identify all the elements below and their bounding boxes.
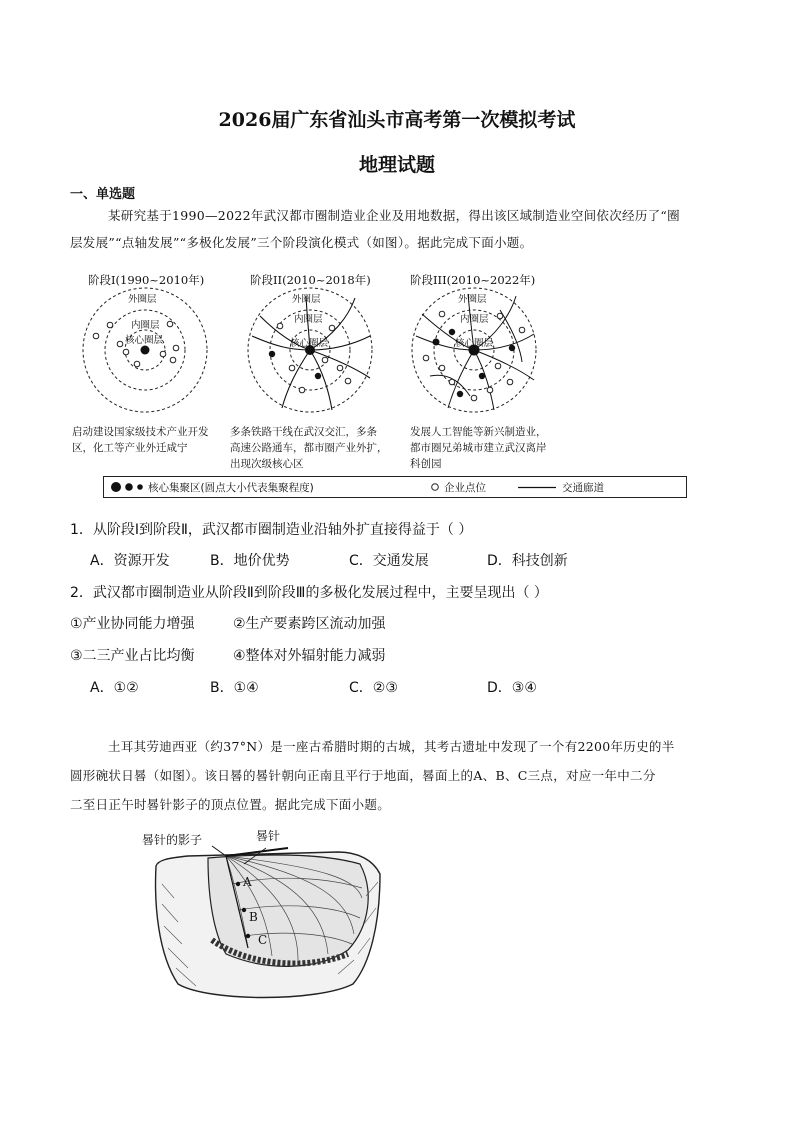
- stage-1-outer-label: 外圈层: [128, 294, 157, 305]
- gnomon-shadow-label: 晷针的影子: [142, 833, 203, 847]
- stage-1-inner-label: 内圈层: [131, 320, 160, 331]
- q1-option-b[interactable]: B．地价优势: [210, 553, 290, 569]
- point-c-label: C: [258, 933, 268, 947]
- sundial-intro-line-3: 二至日正午时晷针影子的顶点位置。据此完成下面小题。: [70, 797, 391, 812]
- question-1-stem: 1．从阶段Ⅰ到阶段Ⅱ，武汉都市圈制造业沿轴外扩直接得益于（ ）: [70, 522, 473, 538]
- q2-statement-3: ③二三产业占比均衡: [70, 648, 195, 664]
- stage-2-core-label: 核心圈层: [290, 338, 329, 349]
- legend-corridor-label: 交通廊道: [562, 482, 604, 494]
- stage-1-core-label: 核心圈层: [125, 335, 164, 346]
- q2-option-b[interactable]: B．①④: [210, 680, 259, 696]
- intro-line-1: 某研究基于1990—2022年武汉都市圈制造业企业及用地数据，得出该区域制造业空间依次经历了“圈: [108, 208, 680, 223]
- intro-line-2: 层发展”“点轴发展”“多极化发展”三个阶段演化模式（如图）。据此完成下面小题。: [70, 235, 533, 250]
- stage-1-title: 阶段I(1990~2010年): [88, 273, 205, 287]
- page-title: 2026届广东省汕头市高考第一次模拟考试: [218, 109, 576, 131]
- legend-enterprise-label: 企业点位: [444, 482, 486, 494]
- stage-2-outer-label: 外圈层: [292, 294, 321, 305]
- sundial-intro-line-2: 圆形碗状日晷（如图）。该日晷的晷针朝向正南且平行于地面，晷面上的A、B、C三点，对应一年中二分: [70, 768, 656, 783]
- corridor-legend-icon: [518, 486, 556, 490]
- question-2-stem: 2．武汉都市圈制造业从阶段Ⅱ到阶段Ⅲ的多极化发展过程中，主要呈现出（ ）: [70, 585, 548, 601]
- q2-option-a[interactable]: A．①②: [90, 680, 139, 696]
- stage-3-inner-label: 内圈层: [460, 314, 489, 325]
- section-heading: 一、单选题: [70, 187, 136, 202]
- q2-option-d[interactable]: D．③④: [487, 680, 537, 696]
- stage-3-core-label: 核心圈层: [455, 338, 494, 349]
- stage-3-outer-label: 外圈层: [458, 294, 487, 305]
- enterprise-legend-icon: [430, 482, 440, 492]
- q1-option-c[interactable]: C．交通发展: [349, 553, 429, 569]
- sundial-intro-line-1: 土耳其劳迪西亚（约37°N）是一座古希腊时期的古城，其考古遗址中发现了一个有2200年历史的半: [108, 739, 675, 754]
- page-subtitle: 地理试题: [358, 154, 435, 176]
- q2-statement-4: ④整体对外辐射能力减弱: [233, 648, 386, 664]
- stage-2-caption: 多条铁路干线在武汉交汇，多条 高速公路通车，都市圈产业外扩， 出现次级核心区: [230, 426, 388, 470]
- point-a-label: A: [243, 875, 252, 889]
- q2-option-c[interactable]: C．②③: [349, 680, 398, 696]
- q2-statement-2: ②生产要素跨区流动加强: [233, 616, 386, 632]
- legend-cluster-label: 核心集聚区(圆点大小代表集聚程度): [148, 482, 314, 494]
- cluster-legend-icon: [110, 481, 146, 493]
- stage-2-inner-label: 内圈层: [294, 314, 323, 325]
- q2-statement-1: ①产业协同能力增强: [70, 616, 195, 632]
- q1-option-d[interactable]: D．科技创新: [487, 553, 568, 569]
- stage-3-title: 阶段III(2010~2022年): [410, 273, 536, 287]
- figure-legend: [103, 476, 687, 498]
- stage-2-title: 阶段II(2010~2018年): [250, 273, 371, 287]
- stage-1-caption: 启动建设国家级技术产业开发 区，化工等产业外迁咸宁: [72, 426, 209, 454]
- q1-option-a[interactable]: A．资源开发: [90, 553, 170, 569]
- sundial-illustration: [148, 844, 388, 1004]
- point-b-label: B: [249, 910, 258, 924]
- stage-3-caption: 发展人工智能等新兴制造业， 都市圈兄弟城市建立武汉离岸 科创园: [410, 426, 547, 470]
- gnomon-label: 晷针: [256, 829, 281, 843]
